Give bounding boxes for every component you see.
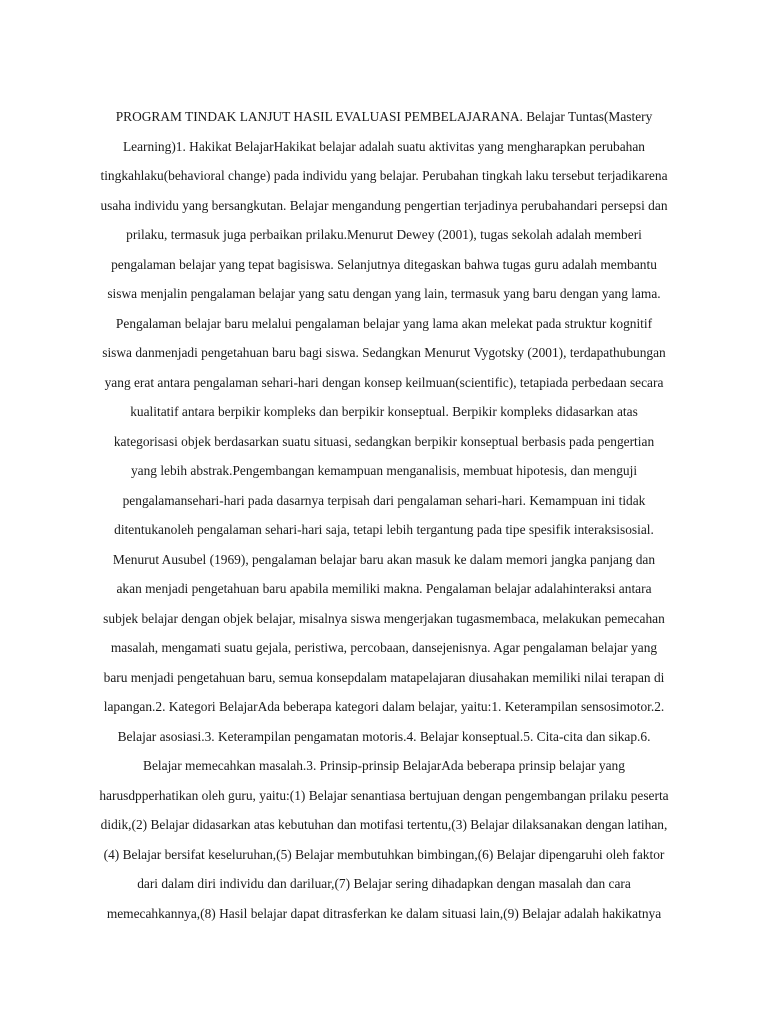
text-line: Pengalaman belajar baru melalui pengalaman belajar yang lama akan melekat pada struktur kognitif xyxy=(115,315,653,331)
text-line: kualitatif antara berpikir kompleks dan berpikir konseptual. Berpikir kompleks didasarkan atas xyxy=(130,404,638,419)
text-line: ditentukanoleh pengalaman sehari-hari saja, tetapi lebih tergantung pada tipe spesifik interaksisosial. xyxy=(114,522,654,537)
text-line: baru menjadi pengetahuan baru, semua konsepdalam matapelajaran diusahakan memiliki nilai terapan di xyxy=(103,669,665,685)
text-line: tingkahlaku(behavioral change) pada individu yang belajar. Perubahan tingkah laku tersebut terjadikarena xyxy=(100,168,668,183)
text-line: harusdpperhatikan oleh guru, yaitu:(1) Belajar senantiasa bertujuan dengan pengembangan prilaku peserta xyxy=(99,787,669,803)
text-line: prilaku, termasuk juga perbaikan prilaku.Menurut Dewey (2001), tugas sekolah adalah memberi xyxy=(126,227,642,242)
text-line: Menurut Ausubel (1969), pengalaman belajar baru akan masuk ke dalam memori jangka panjang dan xyxy=(112,551,656,567)
text-line: PROGRAM TINDAK LANJUT HASIL EVALUASI PEMBELAJARANA. Belajar Tuntas(Mastery xyxy=(115,109,653,124)
text-line: akan menjadi pengetahuan baru apabila memiliki makna. Pengalaman belajar adalahinteraksi antara xyxy=(116,581,652,596)
text-line: didik,(2) Belajar didasarkan atas kebutuhan dan motifasi tertentu,(3) Belajar dilaksanakan dengan latihan, xyxy=(100,817,668,832)
text-line: masalah, mengamati suatu gejala, peristiwa, percobaan, dansejenisnya. Agar pengalaman belajar yang xyxy=(110,640,658,655)
text-line: memecahkannya,(8) Hasil belajar dapat ditrasferkan ke dalam situasi lain,(9) Belajar adalah hakikatnya xyxy=(106,905,662,921)
text-line: Learning)1. Hakikat BelajarHakikat belajar adalah suatu aktivitas yang mengharapkan perubahan xyxy=(122,138,646,154)
text-line: pengalaman belajar yang tepat bagisiswa. Selanjutnya ditegaskan bahwa tugas guru adalah membantu xyxy=(111,256,657,272)
text-line: Belajar asosiasi.3. Keterampilan pengamatan motoris.4. Belajar konseptual.5. Cita-cita dan sikap.6. xyxy=(117,728,651,744)
text-line: siswa menjalin pengalaman belajar yang satu dengan yang lain, termasuk yang baru dengan yang lama. xyxy=(107,286,661,301)
text-line: yang erat antara pengalaman sehari-hari dengan konsep keilmuan(scientific), tetapiada perbedaan secara xyxy=(104,374,664,390)
text-line: siswa danmenjadi pengetahuan baru bagi siswa. Sedangkan Menurut Vygotsky (2001), terdapathubungan xyxy=(102,345,666,360)
text-line: pengalamansehari-hari pada dasarnya terpisah dari pengalaman sehari-hari. Kemampuan ini tidak xyxy=(122,492,646,508)
text-line: lapangan.2. Kategori BelajarAda beberapa kategori dalam belajar, yaitu:1. Keterampilan sensosimotor.2. xyxy=(103,699,665,714)
text-line: yang lebih abstrak.Pengembangan kemampuan menganalisis, membuat hipotesis, dan menguji xyxy=(130,463,638,478)
document-body xyxy=(60,102,708,928)
text-line: subjek belajar dengan objek belajar, misalnya siswa mengerjakan tugasmembaca, melakukan pemecahan xyxy=(103,610,665,626)
text-line: kategorisasi objek berdasarkan suatu situasi, sedangkan berpikir konseptual berbasis pada pengertian xyxy=(113,433,655,449)
text-line: usaha individu yang bersangkutan. Belajar mengandung pengertian terjadinya perubahandari persepsi dan xyxy=(100,197,668,213)
text-line: Belajar memecahkan masalah.3. Prinsip-prinsip BelajarAda beberapa prinsip belajar yang xyxy=(143,758,625,773)
text-line: dari dalam diri individu dan dariluar,(7) Belajar sering dihadapkan dengan masalah dan cara xyxy=(137,876,631,891)
text-line: (4) Belajar bersifat keseluruhan,(5) Belajar membutuhkan bimbingan,(6) Belajar dipengaruhi oleh faktor xyxy=(103,846,665,862)
